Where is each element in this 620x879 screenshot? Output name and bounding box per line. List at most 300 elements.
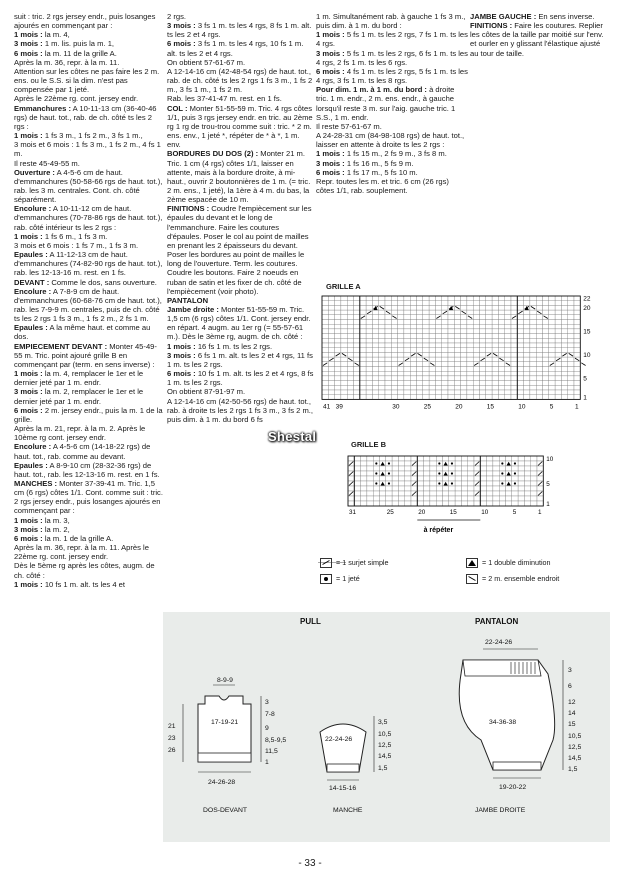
grid-cell — [392, 491, 398, 496]
grid-cell — [473, 357, 479, 362]
grid-cell — [442, 315, 448, 320]
x-tick-label: 10 — [481, 509, 489, 516]
grid-cell — [498, 395, 504, 400]
grid-cell — [498, 343, 504, 348]
grid-cell — [335, 320, 341, 325]
grid-cell — [524, 324, 530, 329]
grid-cell — [442, 296, 448, 301]
grid-cell — [549, 390, 555, 395]
grid-cell — [512, 496, 518, 501]
y-tick-label: 15 — [583, 328, 591, 336]
grid-cell — [385, 357, 391, 362]
grid-cell — [574, 385, 580, 390]
grid-cell — [360, 376, 366, 381]
grid-cell — [360, 310, 366, 315]
dos-left-dim: 23 — [168, 735, 176, 742]
grid-cell — [398, 367, 404, 372]
grid-cell — [398, 357, 404, 362]
grid-cell — [385, 381, 391, 386]
grid-cell — [574, 296, 580, 301]
jete-mark — [451, 482, 453, 484]
grid-cell — [461, 371, 467, 376]
grid-cell — [367, 501, 373, 506]
grid-cell — [448, 352, 454, 357]
grid-cell — [361, 486, 367, 491]
grid-cell — [498, 390, 504, 395]
grid-cell — [530, 338, 536, 343]
paragraph: MANCHES : Monter 37-39-41 m. Tric. 1,5 cm (6 rgs) côtes 1/1. Cont. comme suit : tric. 2 rgs jersey endr., puis losanges ajourés en commençant par : — [14, 478, 163, 516]
grid-cell — [430, 456, 436, 461]
grid-cell — [423, 376, 429, 381]
grid-cell — [530, 329, 536, 334]
grid-cell — [366, 348, 372, 353]
grid-cell — [410, 395, 416, 400]
grid-cell — [335, 395, 341, 400]
grid-cell — [524, 334, 530, 339]
grid-cell — [429, 305, 435, 310]
grid-cell — [549, 310, 555, 315]
grid-cell — [543, 305, 549, 310]
grid-cell — [429, 348, 435, 353]
jete-mark — [501, 462, 503, 464]
x-tick-label: 31 — [349, 509, 357, 516]
grid-cell — [379, 315, 385, 320]
grid-cell — [404, 338, 410, 343]
grid-cell — [404, 352, 410, 357]
grid-cell — [568, 296, 574, 301]
grid-cell — [568, 348, 574, 353]
grid-cell — [461, 461, 467, 466]
grid-cell — [417, 305, 423, 310]
jete-mark — [438, 482, 440, 484]
paragraph: Epaules : A la même haut. et comme au dos. — [14, 323, 151, 342]
grid-cell — [461, 481, 467, 486]
grid-cell — [341, 301, 347, 306]
grid-cell — [373, 476, 379, 481]
grid-cell — [443, 466, 449, 471]
grid-cell — [574, 381, 580, 386]
grid-cell — [435, 343, 441, 348]
paragraph: 1 mois : 1 fs 3 m., 1 fs 2 m., 3 fs 1 m., — [14, 131, 143, 141]
paragraph: Jambe droite : Monter 51-55-59 m. Tric. 1,5 cm (6 rgs) côtes 1/1. Cont. jersey endr. en répart. 4 augm. au 1er rg (= 55-57-61 m.). Dès le 3ème rg, augm. de ch. côté : — [167, 305, 311, 342]
grid-cell — [436, 456, 442, 461]
grid-cell — [518, 461, 524, 466]
grid-cell — [524, 481, 530, 486]
grid-cell — [360, 324, 366, 329]
grid-cell — [467, 338, 473, 343]
grid-cell — [322, 367, 328, 372]
paragraph: On obtient 57-61-67 m. — [167, 57, 246, 67]
grid-cell — [335, 296, 341, 301]
grid-cell — [473, 305, 479, 310]
instructions-column-3 — [316, 12, 468, 195]
grid-cell — [555, 395, 561, 400]
grid-cell — [530, 334, 536, 339]
grid-cell — [506, 496, 512, 501]
grid-cell — [341, 385, 347, 390]
grid-cell — [335, 324, 341, 329]
grid-cell — [360, 381, 366, 386]
grid-cell — [372, 315, 378, 320]
jambe-right-dim: 10,5 — [568, 733, 582, 740]
grid-cell — [354, 476, 360, 481]
grid-cell — [398, 310, 404, 315]
grid-cell — [398, 496, 404, 501]
grid-cell — [354, 334, 360, 339]
grid-cell — [423, 362, 429, 367]
paragraph: 2 rgs. — [167, 12, 186, 21]
grid-cell — [498, 301, 504, 306]
grid-cell — [404, 348, 410, 353]
grid-cell — [524, 456, 530, 461]
grid-cell — [423, 301, 429, 306]
dos-right-dim: 11,5 — [265, 748, 278, 755]
grid-cell — [379, 324, 385, 329]
x-tick-label: 5 — [549, 403, 554, 411]
grid-cell — [372, 390, 378, 395]
jambe-right-dim: 15 — [568, 721, 576, 728]
jambe-right-dim: 3 — [568, 667, 572, 674]
grid-cell — [486, 329, 492, 334]
grid-cell — [341, 296, 347, 301]
grid-cell — [568, 324, 574, 329]
grid-cell — [435, 395, 441, 400]
grid-cell — [423, 343, 429, 348]
grid-cell — [568, 343, 574, 348]
grid-cell — [328, 305, 334, 310]
grid-cell — [347, 395, 353, 400]
y-tick-label: 1 — [546, 501, 550, 508]
grid-cell — [498, 338, 504, 343]
grid-cell — [480, 461, 486, 466]
grid-cell — [322, 381, 328, 386]
grid-cell — [423, 352, 429, 357]
grid-cell — [486, 310, 492, 315]
grid-cell — [511, 357, 517, 362]
grid-cell — [385, 385, 391, 390]
grid-cell — [404, 301, 410, 306]
grid-cell — [442, 305, 448, 310]
grid-cell — [398, 486, 404, 491]
pull-title: PULL — [300, 617, 321, 626]
watermark-text: Shestal — [268, 429, 317, 444]
grid-cell — [561, 324, 567, 329]
grid-cell — [461, 357, 467, 362]
grid-cell — [366, 334, 372, 339]
grid-cell — [354, 301, 360, 306]
grid-cell — [568, 338, 574, 343]
grid-cell — [436, 476, 442, 481]
grid-cell — [486, 338, 492, 343]
grid-cell — [486, 320, 492, 325]
grid-cell — [467, 296, 473, 301]
grid-cell — [341, 329, 347, 334]
grid-cell — [505, 338, 511, 343]
grid-cell — [455, 466, 461, 471]
grid-cell — [398, 343, 404, 348]
y-tick-label: 5 — [583, 375, 587, 383]
grid-cell — [398, 334, 404, 339]
grid-cell — [568, 385, 574, 390]
grid-cell — [372, 352, 378, 357]
grid-cell — [335, 381, 341, 386]
grid-cell — [366, 305, 372, 310]
grid-cell — [354, 305, 360, 310]
grid-cell — [461, 471, 467, 476]
grid-cell — [361, 481, 367, 486]
dos-chest-dim: 17-19-21 — [211, 719, 239, 726]
grid-cell — [454, 367, 460, 372]
grid-cell — [360, 338, 366, 343]
grid-cell — [442, 390, 448, 395]
grid-cell — [366, 367, 372, 372]
grid-cell — [417, 301, 423, 306]
grid-cell — [443, 501, 449, 506]
grid-cell — [366, 385, 372, 390]
grid-cell — [473, 320, 479, 325]
grid-cell — [517, 390, 523, 395]
grid-cell — [386, 466, 392, 471]
paragraph: 3 mois : 1 m. lis. puis la m. 1, — [14, 39, 115, 49]
grid-cell — [568, 310, 574, 315]
grid-cell — [366, 395, 372, 400]
grid-cell — [511, 296, 517, 301]
grid-cell — [549, 348, 555, 353]
grid-cell — [486, 296, 492, 301]
grid-cell — [512, 486, 518, 491]
grid-cell — [360, 352, 366, 357]
grid-cell — [341, 381, 347, 386]
manche-schematic — [320, 716, 391, 814]
grid-cell — [430, 471, 436, 476]
grid-cell — [391, 338, 397, 343]
grid-cell — [372, 357, 378, 362]
grid-cell — [449, 476, 455, 481]
grid-cell — [354, 324, 360, 329]
grid-cell — [361, 476, 367, 481]
paragraph: Rab. les 37-41-47 m. rest. en 1 fs. — [167, 94, 282, 104]
grid-cell — [430, 491, 436, 496]
grid-cell — [398, 466, 404, 471]
grid-cell — [517, 296, 523, 301]
grid-cell — [385, 348, 391, 353]
grid-cell — [398, 329, 404, 334]
jete-mark — [438, 462, 440, 464]
grid-cell — [461, 376, 467, 381]
grid-cell — [411, 486, 417, 491]
grid-cell — [417, 371, 423, 376]
grid-cell — [385, 324, 391, 329]
grid-cell — [537, 501, 543, 506]
grid-cell — [480, 376, 486, 381]
grid-cell — [417, 461, 423, 466]
grid-cell — [348, 466, 354, 471]
grid-cell — [341, 362, 347, 367]
grid-cell — [354, 471, 360, 476]
grid-cell — [467, 352, 473, 357]
grid-cell — [372, 395, 378, 400]
grid-cell — [423, 348, 429, 353]
grid-cell — [543, 362, 549, 367]
paragraph: 1 mois : la m. 3, — [14, 515, 70, 525]
grid-cell — [487, 466, 493, 471]
grid-cell — [480, 390, 486, 395]
grid-cell — [454, 296, 460, 301]
grid-cell — [386, 476, 392, 481]
grid-cell — [442, 376, 448, 381]
grid-cell — [568, 395, 574, 400]
grid-cell — [549, 385, 555, 390]
grid-cell — [467, 381, 473, 386]
grid-cell — [417, 395, 423, 400]
grid-cell — [404, 343, 410, 348]
grid-cell — [341, 395, 347, 400]
grid-cell — [322, 296, 328, 301]
grid-cell — [449, 496, 455, 501]
grid-cell — [373, 496, 379, 501]
grid-cell — [480, 324, 486, 329]
grid-cell — [467, 357, 473, 362]
grid-cell — [430, 486, 436, 491]
grid-cell — [518, 491, 524, 496]
grid-cell — [429, 301, 435, 306]
grid-cell — [536, 301, 542, 306]
grid-cell — [536, 395, 542, 400]
grid-cell — [335, 329, 341, 334]
grid-cell — [473, 352, 479, 357]
grid-cell — [486, 367, 492, 372]
grid-cell — [335, 334, 341, 339]
grid-cell — [435, 357, 441, 362]
legend-surjet: = 1 surjet simple — [336, 558, 389, 567]
grid-cell — [392, 501, 398, 506]
grid-cell — [505, 329, 511, 334]
grid-cell — [429, 310, 435, 315]
grid-cell — [487, 481, 493, 486]
grid-cell — [480, 362, 486, 367]
dos-neck-dim: 8-9-9 — [217, 677, 233, 684]
instructions-column-4 — [470, 12, 610, 58]
grid-cell — [322, 357, 328, 362]
grid-cell — [379, 320, 385, 325]
grid-cell — [549, 324, 555, 329]
grid-cell — [511, 352, 517, 357]
grid-cell — [480, 481, 486, 486]
grid-cell — [429, 343, 435, 348]
grid-cell — [448, 301, 454, 306]
grid-cell — [530, 395, 536, 400]
grid-cell — [366, 357, 372, 362]
x-tick-label: 15 — [486, 403, 495, 411]
grid-cell — [361, 491, 367, 496]
grid-cell — [493, 461, 499, 466]
grid-cell — [524, 343, 530, 348]
grid-cell — [454, 338, 460, 343]
grid-cell — [392, 461, 398, 466]
grid-cell — [537, 466, 543, 471]
jete-symbol-icon — [320, 574, 332, 584]
grid-cell — [506, 476, 512, 481]
y-tick-label: 10 — [546, 456, 554, 463]
grid-cell — [530, 343, 536, 348]
paragraph: Emmanchures : A 10-11-13 cm (36-40-46 rgs) de haut. tot., rab. de ch. côté ts les 2 rgs : — [14, 103, 157, 131]
paragraph: A 12-14-16 cm (42-50-56 rgs) de haut. tot., rab. à droite ts les 2 rgs 1 fs 3 m., 3 fs 2 m., puis dim. à 1 m. du bord 6 fs — [167, 396, 314, 424]
grid-cell — [410, 357, 416, 362]
grid-cell — [391, 367, 397, 372]
grid-cell — [429, 381, 435, 386]
grid-cell — [505, 381, 511, 386]
grid-cell — [536, 329, 542, 334]
grid-cell — [537, 486, 543, 491]
manche-right-dim: 3,5 — [378, 719, 388, 726]
grid-cell — [474, 496, 480, 501]
grid-cell — [341, 357, 347, 362]
grid-cell — [398, 471, 404, 476]
paragraph: Ouverture : A 4-5-6 cm de haut. d'emmanchures (50-58-66 rgs de haut. tot.), rab. les 3 m. centrales. Cont. ch. côté séparément. — [14, 167, 163, 205]
grid-cell — [328, 324, 334, 329]
grid-cell — [561, 315, 567, 320]
grid-cell — [555, 296, 561, 301]
grid-cell — [524, 348, 530, 353]
x-tick-label: 30 — [392, 403, 400, 411]
grid-cell — [410, 334, 416, 339]
grid-cell — [424, 501, 430, 506]
grid-cell — [442, 324, 448, 329]
grid-cell — [391, 376, 397, 381]
grid-cell — [512, 491, 518, 496]
grid-cell — [536, 381, 542, 386]
grid-cell — [372, 348, 378, 353]
jambe-right-dim: 14,5 — [568, 755, 582, 762]
grid-cell — [347, 320, 353, 325]
grid-cell — [335, 376, 341, 381]
grid-cell — [435, 320, 441, 325]
grid-cell — [360, 367, 366, 372]
manche-width-dim: 22-24-26 — [325, 736, 353, 743]
grid-cell — [498, 381, 504, 386]
grid-cell — [555, 329, 561, 334]
grid-cell — [354, 343, 360, 348]
grid-cell — [498, 371, 504, 376]
grid-cell — [555, 338, 561, 343]
grid-cell — [561, 343, 567, 348]
grid-cell — [454, 362, 460, 367]
grid-cell — [530, 296, 536, 301]
grid-cell — [487, 496, 493, 501]
grid-cell — [461, 329, 467, 334]
grid-cell — [512, 456, 518, 461]
jambe-schematic — [459, 639, 581, 814]
grid-cell — [354, 491, 360, 496]
grid-cell — [555, 367, 561, 372]
grid-cell — [385, 305, 391, 310]
grid-cell — [372, 329, 378, 334]
legend-ensemble: = 2 m. ensemble endroit — [482, 574, 560, 583]
paragraph: 6 mois : 4 fs 1 m. ts les 2 rgs, 5 fs 1 m. ts les 4 rgs, 3 fs 1 m. ts les 8 rgs. — [316, 66, 468, 86]
grid-cell — [536, 352, 542, 357]
grid-cell — [391, 343, 397, 348]
grid-cell — [530, 301, 536, 306]
grid-cell — [454, 348, 460, 353]
grid-cell — [341, 367, 347, 372]
grid-cell — [360, 334, 366, 339]
grid-cell — [417, 338, 423, 343]
grid-cell — [405, 456, 411, 461]
grid-cell — [561, 376, 567, 381]
grid-cell — [417, 343, 423, 348]
grid-cell — [536, 376, 542, 381]
grid-cell — [492, 390, 498, 395]
